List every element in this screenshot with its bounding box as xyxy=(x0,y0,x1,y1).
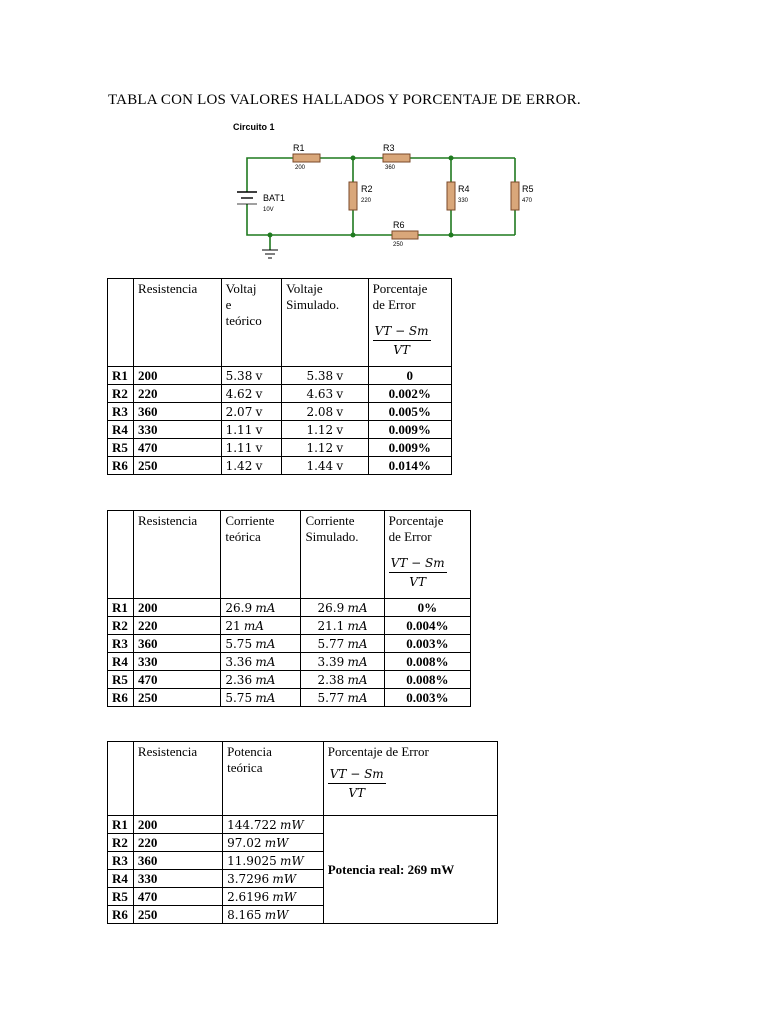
current-theoretical xyxy=(221,599,301,617)
error-formula: $\frac{VT - Sm}{VT}$ xyxy=(390,556,445,589)
error-percent: 0.014% xyxy=(368,457,451,475)
error-percent: 0.009% xyxy=(368,421,451,439)
resistor-r4 xyxy=(447,182,455,210)
ground-symbol xyxy=(262,250,278,258)
current-theoretical xyxy=(221,689,301,707)
current-simulated xyxy=(301,689,384,707)
current-simulated-unit: mA xyxy=(347,655,368,669)
voltage-theoretical xyxy=(221,385,281,403)
row-label: R6 xyxy=(108,906,134,924)
voltage-simulated xyxy=(282,385,369,403)
power-theoretical-unit: mW xyxy=(272,890,297,904)
header-corriente-teorica: Corriente teórica xyxy=(221,511,301,599)
r5-value: 470 xyxy=(522,198,533,204)
r6-value: 250 xyxy=(393,242,404,248)
resistance-value: 220 xyxy=(134,617,221,635)
voltage-simulated-value: 5.38 xyxy=(306,369,334,383)
resistance-value: 360 xyxy=(133,852,222,870)
current-simulated xyxy=(301,635,384,653)
voltage-simulated xyxy=(282,403,369,421)
current-theoretical-value: 2.36 xyxy=(225,673,253,687)
voltage-simulated-value: 1.44 xyxy=(306,459,334,473)
resistance-value: 330 xyxy=(134,653,221,671)
table-header-row xyxy=(108,742,498,816)
resistor-r5 xyxy=(511,182,519,210)
error-percent: 0 xyxy=(368,367,451,385)
power-theoretical-unit: mW xyxy=(279,854,304,868)
circuit-svg xyxy=(225,118,535,268)
circuit-wires xyxy=(247,158,515,250)
current-simulated xyxy=(301,617,384,635)
resistance-value: 250 xyxy=(133,906,222,924)
header-resistencia: Resistencia xyxy=(134,279,222,367)
r4-value: 330 xyxy=(458,198,469,204)
current-theoretical-value: 21 xyxy=(225,619,241,633)
current-theoretical-value: 26.9 xyxy=(225,601,253,615)
voltage-theoretical-unit: v xyxy=(255,369,263,383)
row-label: R6 xyxy=(108,689,134,707)
voltage-simulated-unit: v xyxy=(336,405,344,419)
header-porcentaje-error: Porcentaje de Error $\frac{VT - Sm}{VT}$ xyxy=(323,742,497,816)
current-simulated xyxy=(301,599,384,617)
power-theoretical xyxy=(223,888,324,906)
header-porcentaje-error: Porcentaje de Error $\frac{VT - Sm}{VT}$ xyxy=(384,511,470,599)
table-row xyxy=(108,421,452,439)
resistance-value: 200 xyxy=(134,367,222,385)
table-row xyxy=(108,439,452,457)
current-theoretical-unit: mA xyxy=(255,655,276,669)
resistance-value: 360 xyxy=(134,635,221,653)
row-label: R4 xyxy=(108,421,134,439)
power-table xyxy=(107,741,498,924)
voltage-simulated-value: 1.12 xyxy=(306,423,334,437)
current-theoretical xyxy=(221,635,301,653)
error-percent: 0.009% xyxy=(368,439,451,457)
voltage-theoretical xyxy=(221,421,281,439)
voltage-theoretical-value: 5.38 xyxy=(225,369,253,383)
current-simulated-value: 2.38 xyxy=(317,673,345,687)
voltage-theoretical xyxy=(221,367,281,385)
voltage-simulated-unit: v xyxy=(336,369,344,383)
resistance-value: 220 xyxy=(134,385,222,403)
row-label: R5 xyxy=(108,888,134,906)
power-theoretical-unit: mW xyxy=(279,818,304,832)
error-percent: 0.003% xyxy=(384,689,470,707)
table-row xyxy=(108,617,471,635)
row-label: R6 xyxy=(108,457,134,475)
resistance-value: 220 xyxy=(133,834,222,852)
row-label: R4 xyxy=(108,653,134,671)
r4-label: R4 xyxy=(458,184,470,194)
power-theoretical-value: 11.9025 xyxy=(227,854,277,868)
current-simulated-value: 3.39 xyxy=(317,655,345,669)
voltage-simulated-unit: v xyxy=(336,459,344,473)
voltage-theoretical-unit: v xyxy=(255,459,263,473)
current-theoretical xyxy=(221,653,301,671)
header-empty xyxy=(108,511,134,599)
voltage-simulated-unit: v xyxy=(336,387,344,401)
table-row xyxy=(108,457,452,475)
resistance-value: 360 xyxy=(134,403,222,421)
voltage-table xyxy=(107,278,452,475)
table-row xyxy=(108,403,452,421)
power-theoretical xyxy=(223,816,324,834)
circuit-label: Circuito 1 xyxy=(233,122,275,132)
power-theoretical xyxy=(223,852,324,870)
current-theoretical-value: 3.36 xyxy=(225,655,253,669)
current-simulated-unit: mA xyxy=(347,619,368,633)
r3-value: 360 xyxy=(385,165,396,171)
current-theoretical-value: 5.75 xyxy=(225,637,253,651)
current-simulated xyxy=(301,653,384,671)
row-label: R5 xyxy=(108,671,134,689)
voltage-simulated xyxy=(282,367,369,385)
resistance-value: 330 xyxy=(134,421,222,439)
row-label: R2 xyxy=(108,617,134,635)
table-row xyxy=(108,367,452,385)
table-header-row xyxy=(108,279,452,367)
battery-symbol xyxy=(237,192,257,204)
error-percent: 0.003% xyxy=(384,635,470,653)
current-theoretical-unit: mA xyxy=(255,601,276,615)
row-label: R1 xyxy=(108,599,134,617)
resistance-value: 470 xyxy=(134,439,222,457)
r1-label: R1 xyxy=(293,143,305,153)
row-label: R5 xyxy=(108,439,134,457)
power-theoretical-value: 144.722 xyxy=(227,818,277,832)
current-theoretical xyxy=(221,671,301,689)
resistor-r1 xyxy=(293,154,320,162)
voltage-theoretical-value: 2.07 xyxy=(225,405,253,419)
voltage-theoretical xyxy=(221,403,281,421)
power-theoretical-unit: mW xyxy=(272,872,297,886)
current-theoretical xyxy=(221,617,301,635)
resistor-bodies xyxy=(293,154,519,239)
row-label: R2 xyxy=(108,834,134,852)
header-voltaje-simulado: Voltaje Simulado. xyxy=(282,279,369,367)
header-resistencia: Resistencia xyxy=(133,742,222,816)
row-label: R3 xyxy=(108,403,134,421)
table-row xyxy=(108,816,498,834)
resistor-r6 xyxy=(392,231,418,239)
header-empty xyxy=(108,279,134,367)
header-porcentaje-error: Porcentaje de Error $\frac{VT - Sm}{VT}$ xyxy=(368,279,451,367)
voltage-theoretical-unit: v xyxy=(255,423,263,437)
voltage-simulated-value: 4.63 xyxy=(306,387,334,401)
voltage-simulated xyxy=(282,421,369,439)
power-theoretical xyxy=(223,870,324,888)
row-label: R3 xyxy=(108,852,134,870)
current-theoretical-value: 5.75 xyxy=(225,691,253,705)
voltage-simulated xyxy=(282,439,369,457)
current-simulated xyxy=(301,671,384,689)
current-simulated-value: 5.77 xyxy=(317,637,345,651)
r2-label: R2 xyxy=(361,184,373,194)
resistor-r3 xyxy=(383,154,410,162)
resistance-value: 470 xyxy=(133,888,222,906)
error-formula: $\frac{VT - Sm}{VT}$ xyxy=(329,767,384,800)
power-theoretical-value: 97.02 xyxy=(227,836,262,850)
error-percent: 0.008% xyxy=(384,653,470,671)
error-percent: 0.005% xyxy=(368,403,451,421)
circuit-diagram xyxy=(225,118,535,268)
voltage-theoretical-unit: v xyxy=(255,405,263,419)
resistance-value: 330 xyxy=(133,870,222,888)
r5-label: R5 xyxy=(522,184,534,194)
voltage-theoretical-value: 1.11 xyxy=(225,423,253,437)
table-row xyxy=(108,689,471,707)
table-row xyxy=(108,599,471,617)
page-title: TABLA CON LOS VALORES HALLADOS Y PORCENTAJE DE ERROR. xyxy=(108,92,581,108)
header-voltaje-teorico: Voltaj e teórico xyxy=(221,279,281,367)
resistance-value: 250 xyxy=(134,689,221,707)
resistance-value: 200 xyxy=(134,599,221,617)
power-theoretical xyxy=(223,906,324,924)
power-theoretical-unit: mW xyxy=(264,908,289,922)
voltage-theoretical-unit: v xyxy=(255,387,263,401)
voltage-theoretical-value: 1.42 xyxy=(225,459,253,473)
power-theoretical xyxy=(223,834,324,852)
voltage-simulated xyxy=(282,457,369,475)
resistance-value: 470 xyxy=(134,671,221,689)
battery-value: 10V xyxy=(263,207,274,213)
r6-label: R6 xyxy=(393,220,405,230)
voltage-simulated-unit: v xyxy=(336,423,344,437)
current-simulated-unit: mA xyxy=(347,637,368,651)
current-theoretical-unit: mA xyxy=(255,637,276,651)
battery-label: BAT1 xyxy=(263,193,285,203)
error-percent: 0.002% xyxy=(368,385,451,403)
voltage-theoretical-value: 4.62 xyxy=(225,387,253,401)
current-simulated-unit: mA xyxy=(347,673,368,687)
current-simulated-unit: mA xyxy=(347,601,368,615)
voltage-simulated-value: 2.08 xyxy=(306,405,334,419)
error-percent: 0.004% xyxy=(384,617,470,635)
voltage-theoretical xyxy=(221,439,281,457)
header-resistencia: Resistencia xyxy=(134,511,221,599)
header-potencia-teorica: Potencia teórica xyxy=(223,742,324,816)
error-percent: 0.008% xyxy=(384,671,470,689)
current-theoretical-unit: mA xyxy=(255,691,276,705)
error-percent: 0% xyxy=(384,599,470,617)
resistance-value: 200 xyxy=(133,816,222,834)
header-corriente-simulado: Corriente Simulado. xyxy=(301,511,384,599)
voltage-theoretical-value: 1.11 xyxy=(225,441,253,455)
power-theoretical-unit: mW xyxy=(264,836,289,850)
resistance-value: 250 xyxy=(134,457,222,475)
table-row xyxy=(108,653,471,671)
row-label: R3 xyxy=(108,635,134,653)
voltage-theoretical-unit: v xyxy=(255,441,263,455)
current-simulated-value: 5.77 xyxy=(317,691,345,705)
row-label: R4 xyxy=(108,870,134,888)
table-row xyxy=(108,385,452,403)
table-row xyxy=(108,671,471,689)
current-simulated-value: 26.9 xyxy=(317,601,345,615)
row-label: R1 xyxy=(108,367,134,385)
r2-value: 220 xyxy=(361,198,372,204)
voltage-simulated-value: 1.12 xyxy=(306,441,334,455)
power-theoretical-value: 2.6196 xyxy=(227,890,270,904)
real-power: Potencia real: 269 mW xyxy=(323,816,497,924)
power-theoretical-value: 8.165 xyxy=(227,908,262,922)
power-theoretical-value: 3.7296 xyxy=(227,872,270,886)
current-table xyxy=(107,510,471,707)
header-empty xyxy=(108,742,134,816)
error-formula: $\frac{VT - Sm}{VT}$ xyxy=(374,324,429,357)
current-simulated-value: 21.1 xyxy=(317,619,345,633)
current-theoretical-unit: mA xyxy=(243,619,264,633)
r3-label: R3 xyxy=(383,143,395,153)
r1-value: 200 xyxy=(295,165,306,171)
current-theoretical-unit: mA xyxy=(255,673,276,687)
row-label: R1 xyxy=(108,816,134,834)
current-simulated-unit: mA xyxy=(347,691,368,705)
resistor-r2 xyxy=(349,182,357,210)
table-row xyxy=(108,635,471,653)
voltage-simulated-unit: v xyxy=(336,441,344,455)
table-header-row xyxy=(108,511,471,599)
row-label: R2 xyxy=(108,385,134,403)
voltage-theoretical xyxy=(221,457,281,475)
